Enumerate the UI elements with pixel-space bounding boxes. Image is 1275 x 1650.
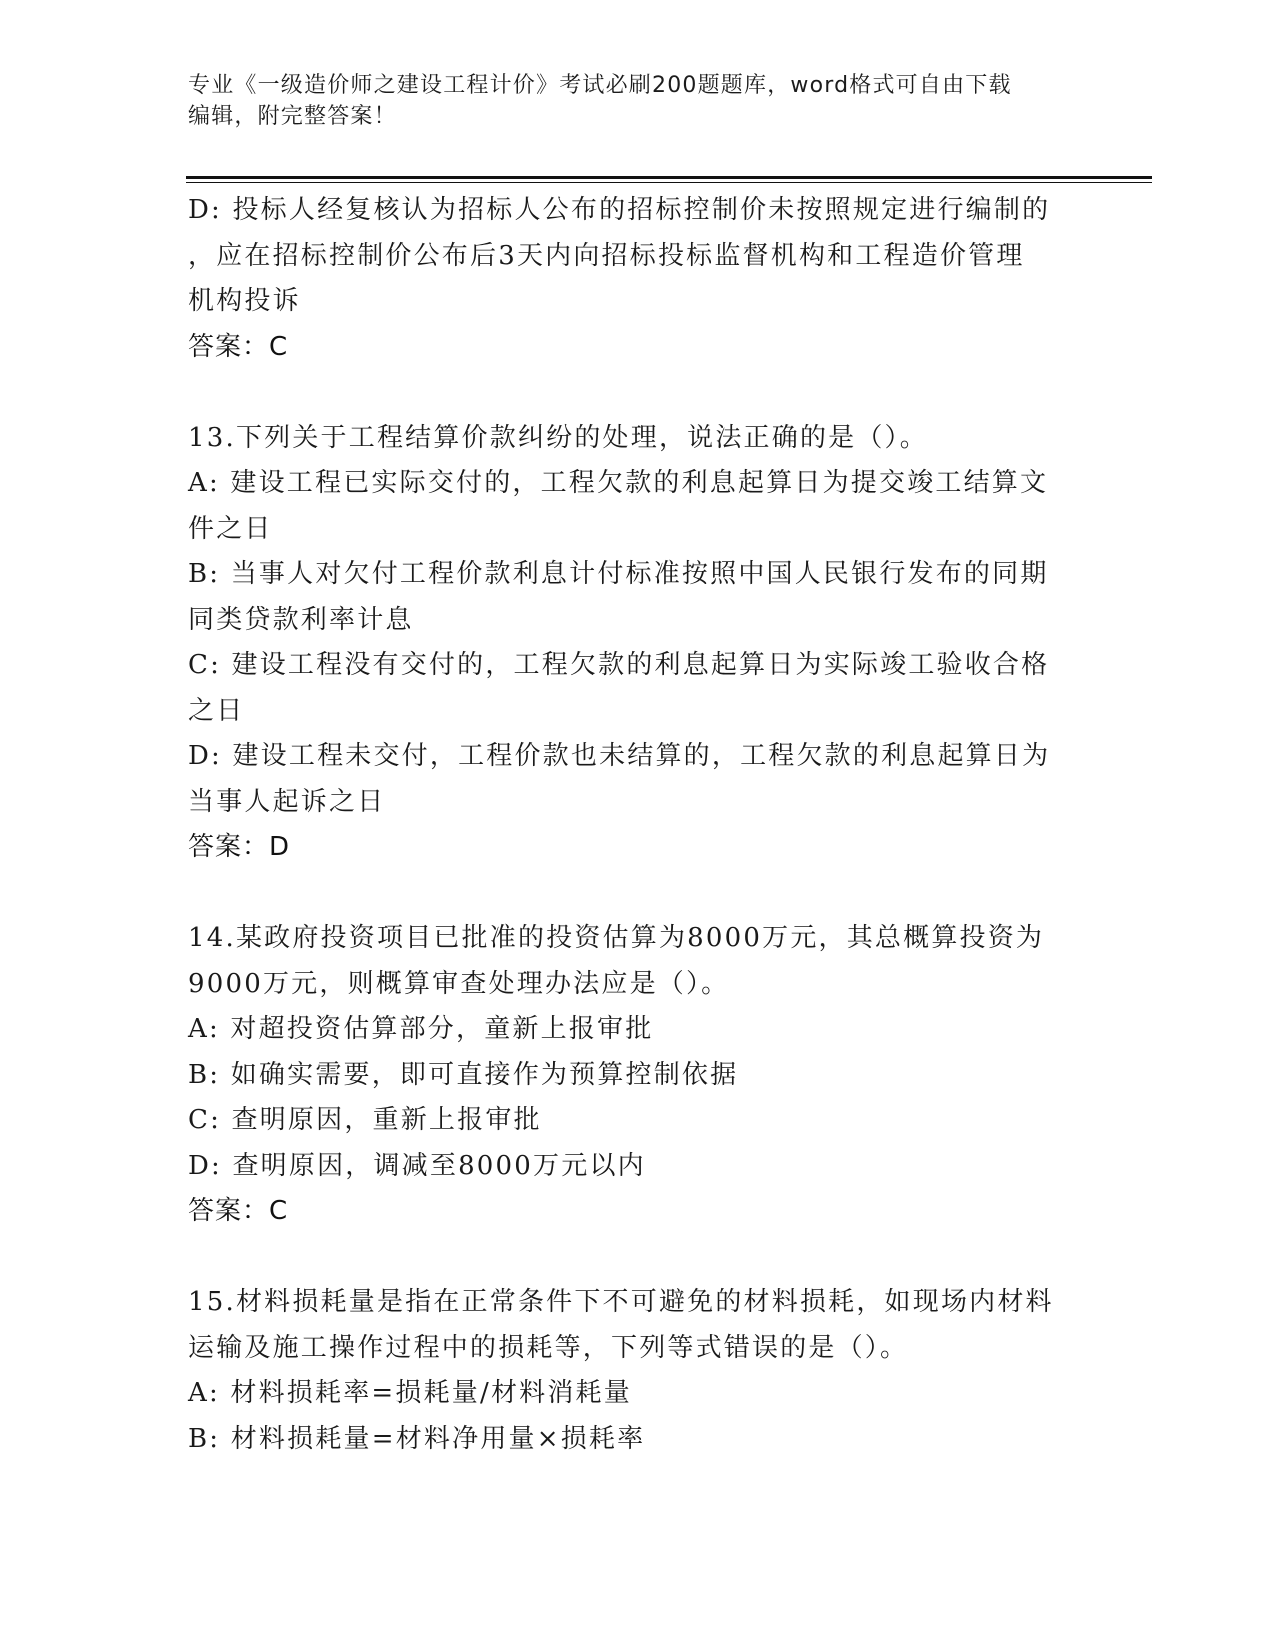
question-14 <box>188 916 1088 1235</box>
q12-option-d-line-3: 机构投诉 <box>188 286 301 316</box>
q13-option-b-line-2: 同类贷款利率计息 <box>188 604 414 635</box>
q14-answer: 答案：C <box>188 1196 289 1226</box>
q13-option-d-line-2: 当事人起诉之日 <box>188 786 386 817</box>
q14-stem-line-1: 14.某政府投资项目已批准的投资估算为8000万元，其总概算投资为 <box>188 923 1045 953</box>
question-15 <box>188 1280 1088 1462</box>
q12-answer: 答案：C <box>188 331 289 362</box>
spacer <box>188 871 1088 917</box>
document-body <box>188 188 1088 1462</box>
q13-option-a-line-2: 件之日 <box>188 513 273 544</box>
q15-option-a: A: 材料损耗率=损耗量/材料消耗量 <box>188 1378 632 1408</box>
q13-option-a-line-1: A: 建设工程已实际交付的，工程欠款的利息起算日为提交竣工结算文 <box>188 468 1049 498</box>
q13-option-d-line-1: D: 建设工程未交付，工程价款也未结算的，工程欠款的利息起算日为 <box>188 741 1051 771</box>
spacer <box>188 370 1088 416</box>
q13-option-b-line-1: B: 当事人对欠付工程价款利息计付标准按照中国人民银行发布的同期 <box>188 559 1049 589</box>
header-line-2: 编辑，附完整答案！ <box>188 104 397 129</box>
q13-option-c-line-2: 之日 <box>188 695 245 726</box>
q12-option-d-line-1: D: 投标人经复核认为招标人公布的招标控制价未按照规定进行编制的 <box>188 195 1051 225</box>
q14-option-b: B: 如确实需要，即可直接作为预算控制依据 <box>188 1059 739 1090</box>
q14-option-a: A: 对超投资估算部分，童新上报审批 <box>188 1014 654 1044</box>
question-12 <box>188 188 1088 370</box>
header-line-1: 专业《一级造价师之建设工程计价》考试必刷200题题库，word格式可自由下载 <box>188 73 1012 98</box>
document-header <box>188 70 1108 132</box>
q15-stem-line-2: 运输及施工操作过程中的损耗等，下列等式错误的是（）。 <box>188 1332 909 1363</box>
q13-option-c-line-1: C: 建设工程没有交付的，工程欠款的利息起算日为实际竣工验收合格 <box>188 650 1050 680</box>
q12-option-d-line-2: ，应在招标控制价公布后3天内向招标投标监督机构和工程造价管理 <box>188 240 1025 271</box>
q13-stem: 13.下列关于工程结算价款纠纷的处理，说法正确的是（）。 <box>188 422 928 453</box>
q15-option-b: B: 材料损耗量=材料净用量×损耗率 <box>188 1423 646 1454</box>
q14-option-c: C: 查明原因，重新上报审批 <box>188 1105 542 1135</box>
header-divider-thick <box>186 176 1152 179</box>
question-13 <box>188 416 1088 871</box>
q14-stem-line-2: 9000万元，则概算审查处理办法应是（）。 <box>188 968 730 999</box>
spacer <box>188 1235 1088 1281</box>
header-divider-thin <box>186 182 1152 183</box>
q14-option-d: D: 查明原因，调减至8000万元以内 <box>188 1150 646 1181</box>
q15-stem-line-1: 15.材料损耗量是指在正常条件下不可避免的材料损耗，如现场内材料 <box>188 1287 1054 1317</box>
q13-answer: 答案：D <box>188 832 291 862</box>
